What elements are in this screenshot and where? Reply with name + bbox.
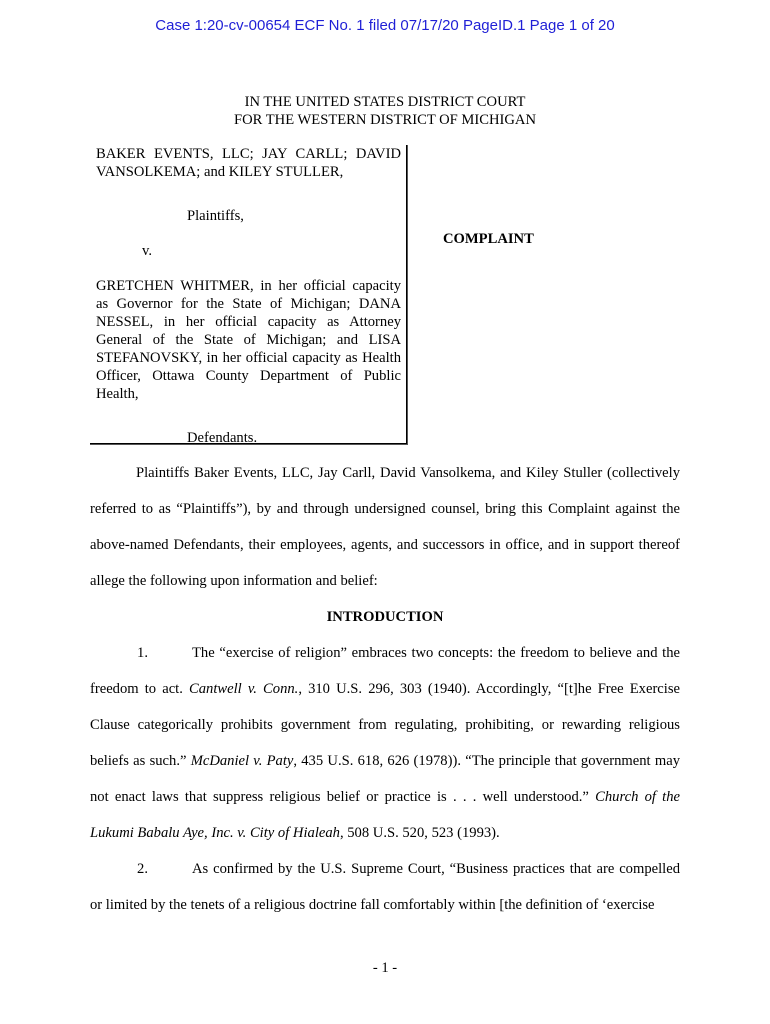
page-number: - 1 - (372, 960, 398, 976)
ecf-header-stamp: Case 1:20-cv-00654 ECF No. 1 filed 07/17/20 PageID.1 Page 1 of 20 (155, 17, 615, 34)
citation-lukumi: Church of the Lukumi Babalu Aye, Inc. v. City of Hialeah (90, 789, 680, 841)
caption-vertical-rule (406, 145, 407, 445)
defendants-names: GRETCHEN WHITMER, in her official capacity as Governor for the State of Michigan; DANA NESSEL, in her official capacity as Attorney General of the State of Michigan; and LISA STEFANOVSKY, in her official capacity as Health Officer, Ottawa County Department of Public Health, (96, 278, 401, 402)
defendants-label: Defendants. (187, 430, 258, 446)
citation-cantwell: Cantwell v. Conn. (189, 681, 299, 697)
paragraph-2-text: As confirmed by the U.S. Supreme Court, “Business practices that are compelled or limited by the tenets of a religious doctrine fall comfortably within [the definition of ‘exercise (90, 861, 680, 913)
court-line-1: IN THE UNITED STATES DISTRICT COURT (244, 94, 526, 110)
case-caption (96, 145, 401, 447)
document-title: COMPLAINT (443, 231, 534, 247)
plaintiffs-label: Plaintiffs, (187, 208, 244, 224)
paragraph-1-number: 1. (137, 645, 148, 661)
introduction-heading: INTRODUCTION (326, 609, 444, 625)
paragraph-2-number: 2. (137, 861, 148, 877)
opening-paragraph: Plaintiffs Baker Events, LLC, Jay Carll, David Vansolkema, and Kiley Stuller (collectively referred to as “Plaintiffs”), by and through undersigned counsel, bring this Complaint against the above-named Defendants, their employees, agents, and successors in office, and in support thereof allege the following upon information and belief: (90, 465, 680, 589)
paragraph-1-text-d: , 508 U.S. 520, 523 (1993). (339, 825, 500, 841)
versus-label: v. (142, 243, 152, 259)
paragraph-1 (90, 635, 680, 851)
paragraph-1-text-b: , 310 U.S. 296, 303 (1940). Accordingly, “[t]he Free Exercise Clause categorically prohibits government from regulating, prohibiting, or rewarding religious beliefs as such.” (90, 681, 680, 769)
court-heading (0, 94, 770, 129)
caption-horizontal-rule (90, 443, 407, 444)
paragraph-1-text-a: The “exercise of religion” embraces two concepts: the freedom to believe and the freedom to act. (90, 645, 680, 697)
court-line-2: FOR THE WESTERN DISTRICT OF MICHIGAN (233, 111, 537, 128)
paragraph-1-text-c: , 435 U.S. 618, 626 (1978)). “The principle that government may not enact laws that suppress religious belief or practice is . . . well understood.” (90, 753, 680, 805)
citation-mcdaniel: McDaniel v. Paty (190, 753, 294, 769)
plaintiffs-names: BAKER EVENTS, LLC; JAY CARLL; DAVID VANSOLKEMA; and KILEY STULLER, (96, 146, 401, 180)
paragraph-2 (90, 851, 680, 923)
complaint-body (90, 455, 680, 923)
